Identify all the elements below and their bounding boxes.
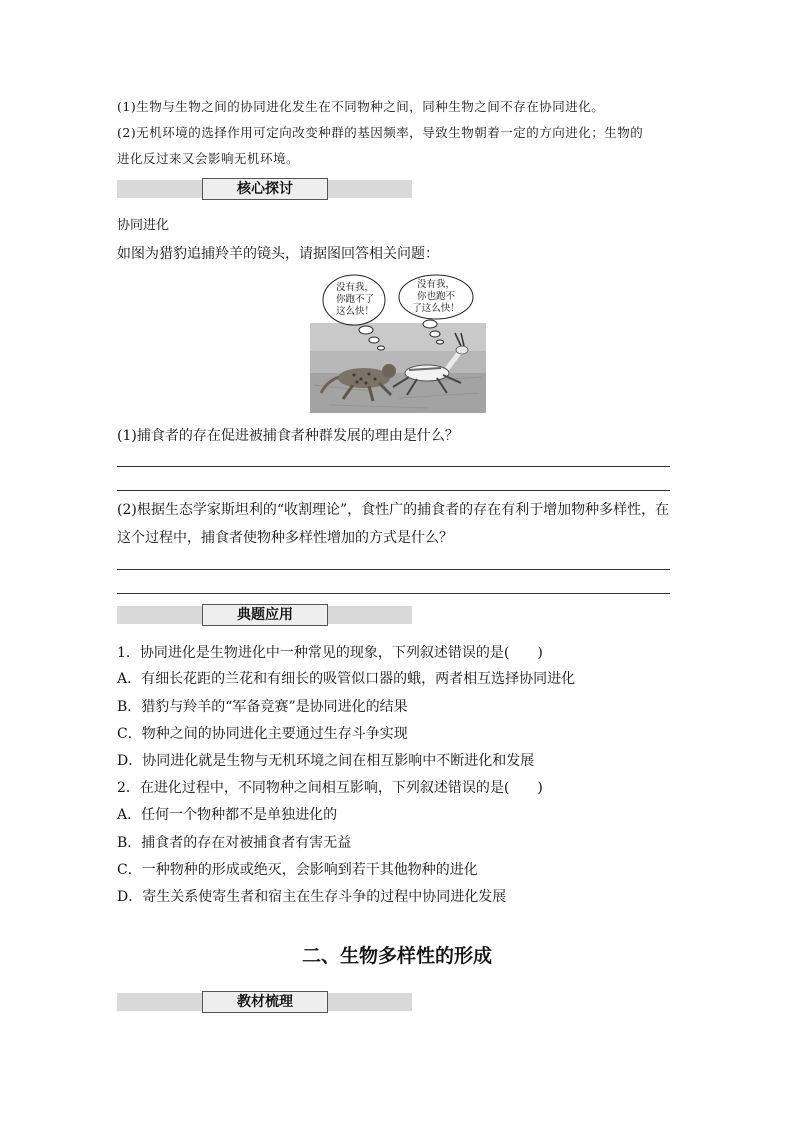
intro-text: 如图为猎豹追捕羚羊的镜头，请据图回答相关问题： — [117, 246, 439, 262]
answer-line — [117, 569, 670, 570]
answer-line — [117, 466, 670, 467]
answer-line — [117, 593, 670, 594]
question-2-line-1: (2)根据生态学家斯坦利的“收割理论”，食性广的捕食者的存在有利于增加物种多样性，在 — [117, 502, 670, 518]
mcq-2-stem: 2．在进化过程中，不同物种之间相互影响，下列叙述错误的是( ) — [117, 780, 543, 796]
topic-label: 协同进化 — [117, 218, 170, 233]
mcq-2-option-a: A．任何一个物种都不是单独进化的 — [117, 807, 338, 823]
mcq-1-option-d: D．协同进化就是生物与无机环境之间在相互影响中不断进化和发展 — [117, 753, 535, 769]
section-title: 典题应用 — [202, 604, 328, 626]
cheetah-gazelle-figure — [309, 273, 487, 415]
section-title: 核心探讨 — [202, 178, 328, 200]
mcq-1-stem: 1．协同进化是生物进化中一种常见的现象，下列叙述错误的是( ) — [117, 645, 543, 661]
note-line-2: (2)无机环境的选择作用可定向改变种群的基因频率，导致生物朝着一定的方向进化；生物的 — [117, 125, 644, 140]
mcq-1-option-b: B．猎豹与羚羊的“军备竞赛”是协同进化的结果 — [117, 699, 408, 715]
mcq-2-option-b: B．捕食者的存在对被捕食者有害无益 — [117, 835, 352, 851]
note-line-1: (1)生物与生物之间的协同进化发生在不同物种之间，同种生物之间不存在协同进化。 — [117, 99, 605, 114]
note-line-3: 进化反过来又会影响无机环境。 — [117, 151, 300, 166]
bubble-right-text: 没有我， 你也跑不 了这么快！ — [412, 279, 460, 314]
section-heading-2: 二、生物多样性的形成 — [301, 945, 492, 967]
question-2-line-2: 这个过程中，捕食者使物种多样性增加的方式是什么？ — [117, 530, 453, 546]
mcq-2-option-d: D．寄生关系使寄生者和宿主在生存斗争的过程中协同进化发展 — [117, 889, 507, 905]
mcq-2-option-c: C．一种物种的形成或绝灭，会影响到若干其他物种的进化 — [117, 862, 478, 878]
mcq-1-option-c: C．物种之间的协同进化主要通过生存斗争实现 — [117, 726, 408, 742]
question-1: (1)捕食者的存在促进被捕食者种群发展的理由是什么？ — [117, 428, 459, 444]
answer-line — [117, 490, 670, 491]
mcq-1-option-a: A．有细长花距的兰花和有细长的吸管似口器的蛾，两者相互选择协同进化 — [117, 671, 576, 687]
bubble-left-text: 没有我， 你跑不了 这么快！ — [335, 282, 374, 317]
section-title: 教材梳理 — [202, 991, 328, 1013]
